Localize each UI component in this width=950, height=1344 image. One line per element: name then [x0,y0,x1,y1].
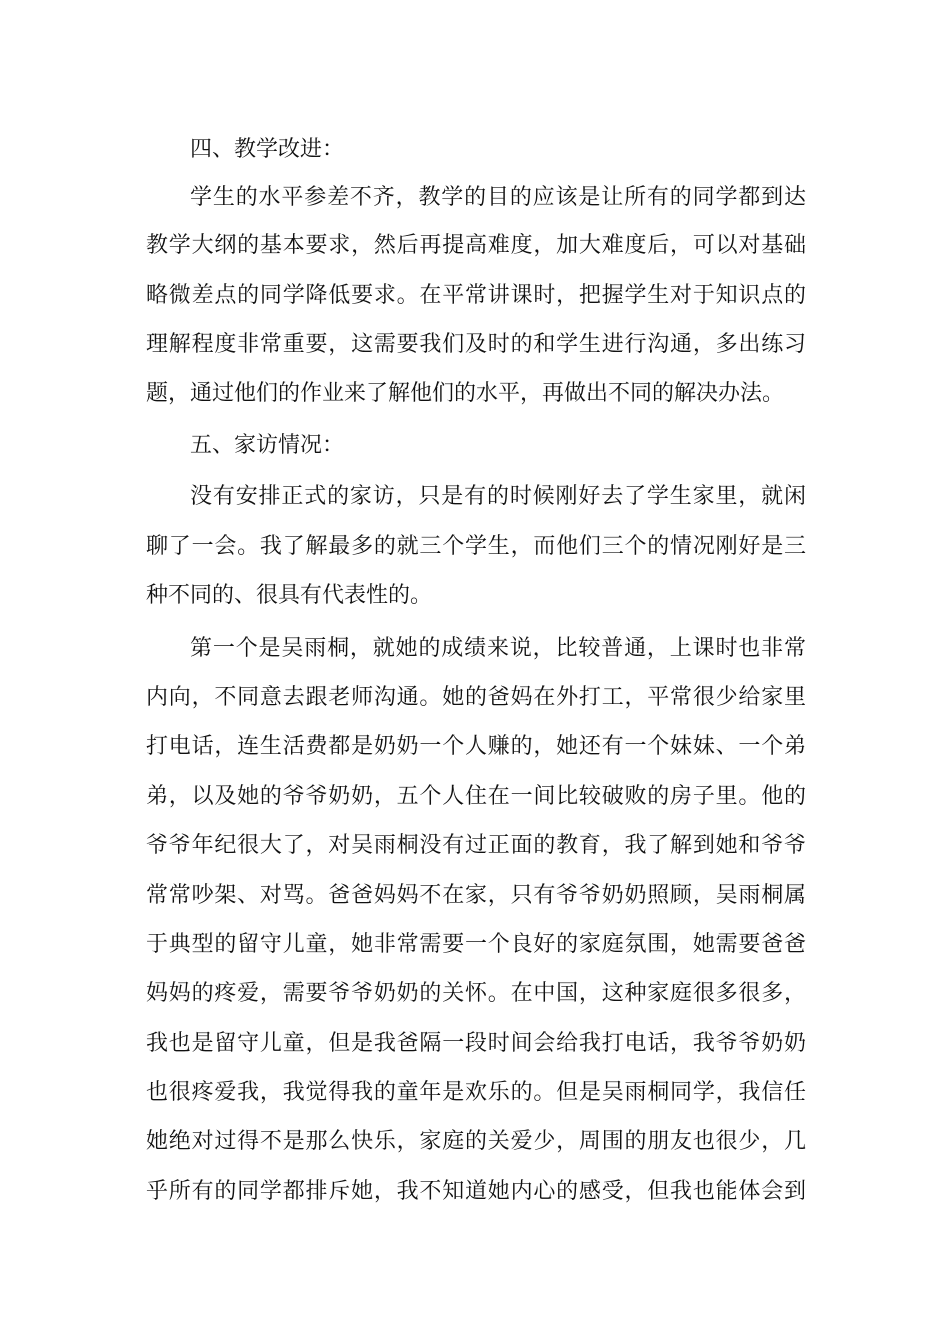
paragraph-line: 第一个是吴雨桐，就她的成绩来说，比较普通，上课时也非常 [190,636,806,661]
paragraph-line: 题，通过他们的作业来了解他们的水平，再做出不同的解决办法。 [146,381,785,406]
section-heading-home-visit: 五、家访情况： [190,433,345,458]
paragraph-line: 乎所有的同学都排斥她，我不知道她内心的感受，但我也能体会到 [146,1179,806,1204]
paragraph-line: 略微差点的同学降低要求。在平常讲课时，把握学生对于知识点的 [146,283,806,308]
paragraph-line: 没有安排正式的家访，只是有的时候刚好去了学生家里，就闲 [190,484,806,509]
section-heading-teaching-improvement: 四、教学改进： [190,137,345,162]
paragraph-line: 种不同的、很具有代表性的。 [146,583,433,608]
paragraph-line: 她绝对过得不是那么快乐，家庭的关爱少，周围的朋友也很少，几 [146,1129,806,1154]
paragraph-line: 学生的水平参差不齐，教学的目的应该是让所有的同学都到达 [190,185,806,210]
paragraph-line: 打电话，连生活费都是奶奶一个人赚的，她还有一个妹妹、一个弟 [146,734,806,759]
paragraph-line: 妈妈的疼爱，需要爷爷奶奶的关怀。在中国，这种家庭很多很多， [146,981,806,1006]
paragraph-line: 弟，以及她的爷爷奶奶，五个人住在一间比较破败的房子里。他的 [146,784,806,809]
paragraph-line: 我也是留守儿童，但是我爸隔一段时间会给我打电话，我爷爷奶奶 [146,1031,806,1056]
paragraph-line: 爷爷年纪很大了，对吴雨桐没有过正面的教育，我了解到她和爷爷 [146,833,806,858]
paragraph-line: 于典型的留守儿童，她非常需要一个良好的家庭氛围，她需要爸爸 [146,932,806,957]
paragraph-line: 内向，不同意去跟老师沟通。她的爸妈在外打工，平常很少给家里 [146,685,806,710]
paragraph-line: 常常吵架、对骂。爸爸妈妈不在家，只有爷爷奶奶照顾，吴雨桐属 [146,883,806,908]
paragraph-line: 教学大纲的基本要求，然后再提高难度，加大难度后，可以对基础 [146,233,806,258]
paragraph-line: 理解程度非常重要，这需要我们及时的和学生进行沟通，多出练习 [146,332,806,357]
paragraph-line: 也很疼爱我，我觉得我的童年是欢乐的。但是吴雨桐同学，我信任 [146,1080,806,1105]
paragraph-line: 聊了一会。我了解最多的就三个学生，而他们三个的情况刚好是三 [146,534,806,559]
